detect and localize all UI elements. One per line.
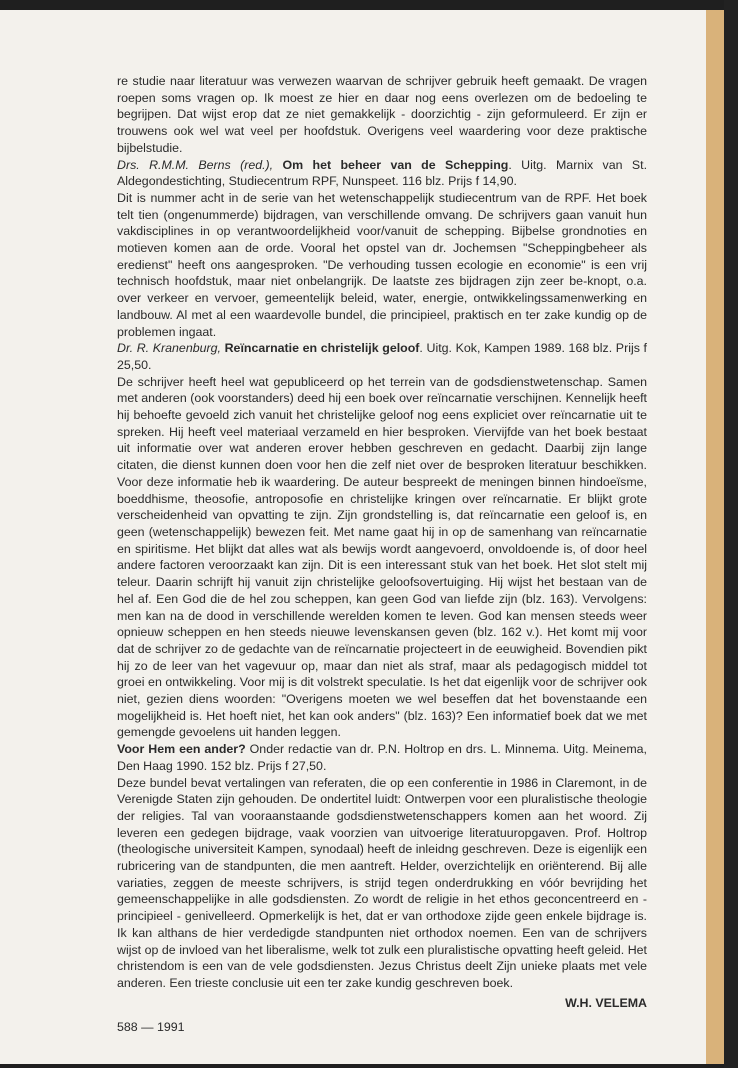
review-body: Dit is nummer acht in de serie van het wetenschappelijk studiecentrum van de RPF. Het boek telt tien (ongenummerde) bijdragen, van verschillende omvang. De schrijvers gaan vanuit hun vakdisciplines in op verantwoordelijkheid voor/vanuit de schepping. Bijbelse grondnoties en motieven komen aan de orde. Vooral het opstel van dr. Jochemsen "Scheppingbeheer als eredienst" heeft ons aangesproken. "De verhouding tussen ecologie en economie" is een vrij technisch hoofdstuk, maar niet onbelangrijk. De laatste zes bijdragen zijn zeer be-knopt, o.a. over verkeer en vervoer, gemeentelijk beleid, water, energie, ontwikkelingssamenwerking en landbouw. Al met al een waardevolle bundel, die principieel, praktisch en ter zake kundig op de problemen ingaat. [117,190,647,339]
page-footer: 588 — 1991 [117,1020,185,1034]
review-body: De schrijver heeft heel wat gepubliceerd op het terrein van de godsdienstwetenschap. Samen met anderen (ook voorstanders) deed hij een boek over reïncarnatie verschijnen. Kennelijk heeft hij behoefte gevoeld zich vanuit het christelijke geloof nog eens expliciet over reïncarnatie uit te spreken. Hij heeft veel materiaal verzameld en hier besproken. Viervijfde van het boek bestaat uit informatie over wat anderen erover hebben geschreven en gedacht. Daarbij zijn lange citaten, die dienst kunnen doen voor hen die zelf niet over de besproken literatuur beschikken. Voor deze informatie heb ik waardering. De auteur bespreekt de meningen binnen hindoeïsme, boeddhisme, theosofie, antroposofie en christelijke kringen over reïncarnatie. Er blijkt grote verscheidenheid van opvatting te zijn. Zijn grondstelling is, dat reïncarnatie een geloof is, en geen (wetenschappelijk) bewezen feit. Met name gaat hij in op de samenhang van reïncarnatie en spiritisme. Het blijkt dat alles wat als bewijs wordt aangevoerd, onvoldoende is, of door heel andere factoren veroorzaakt kan zijn. Dit is een interessant stuk van het boek. Het slot stelt mij teleur. Daarin schrijft hij vanuit zijn christelijke geloofsovertuiging. Hij wijst het bestaan van de hel af. Een God die de hel zou scheppen, kan geen God van liefde zijn (blz. 163). Vervolgens: men kan na de dood in verschillende werelden komen te leven. God kan mensen steeds weer opnieuw scheppen en hen steeds nieuwe levenskansen geven (blz. 162 v.). Het komt mij voor dat de schrijver zo de gedachte van de reïncarnatie projecteert in de eeuwigheid. Bovendien pikt hij zo de leer van het vagevuur op, maar dan niet als straf, maar als pedagogisch middel tot groei en ontwikkeling. Voor mij is dit volstrekt speculatie. Is het dat eigenlijk voor de schrijver ook niet, gezien diens woorden: "Overigens moeten we wel beseffen dat het bovenstaande een mogelijkheid is. Het hoeft niet, het kan ook anders" (blz. 163)? Een informatief boek dat we met gemengde gevoelens uit handen leggen. [117,374,647,740]
review-title: Om het beheer van de Schepping [282,157,509,172]
review-heading [117,340,647,373]
page-edge [706,10,724,1064]
review-biblio: . Uitg. Marnix van St. Aldegondestichting, Studiecentrum RPF, Nunspeet. 116 blz. Prijs f 14,90. [117,157,648,189]
review-author: Dr. R. Kranenburg, [117,341,221,356]
review-heading [117,157,647,190]
scan-border [724,0,738,1068]
review-biblio: Onder redactie van dr. P.N. Holtrop en drs. L. Minnema. Uitg. Meinema, Den Haag 1990. 152 blz. Prijs f 27,50. [117,742,647,773]
signature: W.H. VELEMA [565,996,647,1010]
review-author: Drs. R.M.M. Berns (red.), [117,157,274,172]
intro-paragraph: re studie naar literatuur was verwezen waarvan de schrijver gebruik heeft gemaakt. De vragen roepen soms vragen op. Ik moest ze hier en daar nog eens overlezen om de bedoeling te begrijpen. Dat wijst erop dat ze niet gemakkelijk - doorzichtig - zijn geformuleerd. Er zijn er trouwens ook wel wat veel per hoofdstuk. Overigens veel waardering voor deze praktische bijbelstudie. [117,74,647,155]
review-title: Reïncarnatie en christelijk geloof [224,341,420,356]
review-title: Voor Hem een ander? [117,742,246,757]
review-heading [117,741,647,774]
review-biblio: . Uitg. Kok, Kampen 1989. 168 blz. Prijs f 25,50. [117,341,647,372]
article-body [117,73,647,992]
review-body: Deze bundel bevat vertalingen van referaten, die op een conferentie in 1986 in Claremont, in de Verenigde Staten zijn gehouden. De ondertitel luidt: Ontwerpen voor een pluralistische theologie der religies. Tal van vooraanstaande godsdienstwetenschappers komen aan het woord. Zij leveren een gedegen bijdrage, vaak voorzien van uitvoerige literatuuropgaven. Prof. Holtrop (theologische universiteit Kampen, synodaal) heeft de inleidng geschreven. Deze is eigenlijk een rubricering van de standpunten, die men aantreft. Helder, overzichtelijk en oriënterend. Bij alle variaties, zeggen de meeste schrijvers, is strijd tegen onderdrukking en vóór bevrijding het gemeenschappelijke in alle godsdiensten. Zo wordt de religie in het ethos geconcentreerd en - principieel - genivelleerd. Opmerkelijk is het, dat er van orthodoxe zijde geen enkele bijdrage is. Ik kan althans de hier verdedigde standpunten niet orthodox noemen. Een van de schrijvers wijst op de invloed van het liberalisme, welk tot zulk een pluralistische opvatting heeft geleid. Het christendom is een van de vele godsdiensten. Jezus Christus deelt Zijn unieke plaats met vele anderen. Een trieste conclusie uit een ter zake kundig geschreven boek. [117,775,647,990]
